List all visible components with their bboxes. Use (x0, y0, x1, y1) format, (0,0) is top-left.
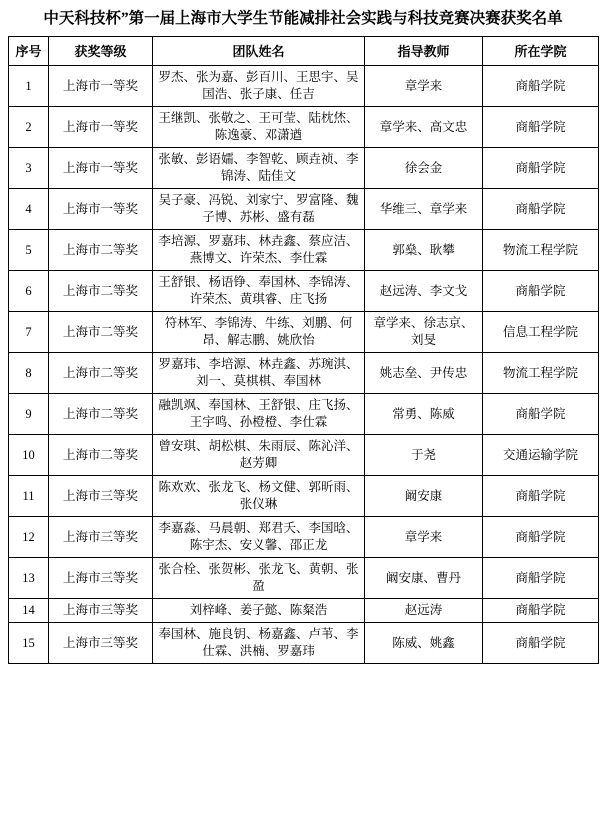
cell-teacher: 章学来 (365, 66, 483, 107)
page-title: 中天科技杯”第一届上海市大学生节能减排社会实践与科技竞赛决赛获奖名单 (43, 10, 563, 27)
cell-level: 上海市三等奖 (49, 517, 153, 558)
table-row (9, 66, 599, 107)
column-header-teacher: 指导教师 (365, 37, 483, 66)
cell-level: 上海市二等奖 (49, 435, 153, 476)
cell-college: 商船学院 (483, 476, 599, 517)
table-row (9, 107, 599, 148)
cell-index: 1 (9, 66, 49, 107)
cell-college: 商船学院 (483, 394, 599, 435)
cell-team: 奉国林、施良钥、杨嘉鑫、卢苇、李仕霖、洪楠、罗嘉玮 (153, 623, 365, 664)
cell-index: 8 (9, 353, 49, 394)
cell-index: 12 (9, 517, 49, 558)
cell-index: 15 (9, 623, 49, 664)
cell-college: 商船学院 (483, 271, 599, 312)
table-row (9, 435, 599, 476)
cell-team: 王继凯、张敬之、王可莹、陆枕烋、陈逸豪、邓潇遒 (153, 107, 365, 148)
cell-index: 7 (9, 312, 49, 353)
cell-index: 2 (9, 107, 49, 148)
cell-team: 陈欢欢、张龙飞、杨文健、郭昕雨、张仪琳 (153, 476, 365, 517)
cell-college: 信息工程学院 (483, 312, 599, 353)
cell-college: 商船学院 (483, 623, 599, 664)
cell-team: 罗杰、张为嘉、彭百川、王思宇、吴国浩、张子康、任吉 (153, 66, 365, 107)
cell-teacher: 陈威、姚鑫 (365, 623, 483, 664)
cell-teacher: 姚志垒、尹传忠 (365, 353, 483, 394)
cell-index: 11 (9, 476, 49, 517)
table-header-row (9, 37, 599, 66)
cell-index: 3 (9, 148, 49, 189)
cell-level: 上海市二等奖 (49, 271, 153, 312)
table-row (9, 230, 599, 271)
cell-index: 13 (9, 558, 49, 599)
cell-teacher: 章学来 (365, 517, 483, 558)
cell-level: 上海市二等奖 (49, 312, 153, 353)
column-header-team: 团队姓名 (153, 37, 365, 66)
award-list-table (8, 36, 599, 664)
cell-level: 上海市三等奖 (49, 623, 153, 664)
cell-college: 商船学院 (483, 189, 599, 230)
cell-team: 符林军、李锦涛、牛练、刘鹏、何昂、解志鹏、姚欣怡 (153, 312, 365, 353)
cell-level: 上海市一等奖 (49, 107, 153, 148)
cell-level: 上海市一等奖 (49, 66, 153, 107)
cell-level: 上海市三等奖 (49, 558, 153, 599)
table-row (9, 189, 599, 230)
cell-level: 上海市三等奖 (49, 599, 153, 623)
table-row (9, 558, 599, 599)
cell-college: 商船学院 (483, 517, 599, 558)
cell-team: 曾安琪、胡松棋、朱雨辰、陈沁洋、赵芳卿 (153, 435, 365, 476)
table-row (9, 623, 599, 664)
cell-team: 张合栓、张贺彬、张龙飞、黄朝、张盈 (153, 558, 365, 599)
cell-teacher: 阚安康、曹丹 (365, 558, 483, 599)
cell-college: 商船学院 (483, 599, 599, 623)
cell-level: 上海市三等奖 (49, 476, 153, 517)
cell-teacher: 徐会金 (365, 148, 483, 189)
cell-teacher: 赵远涛 (365, 599, 483, 623)
cell-teacher: 华维三、章学来 (365, 189, 483, 230)
cell-team: 吴子豪、冯锐、刘家宁、罗富隆、魏子博、苏彬、盛有磊 (153, 189, 365, 230)
cell-teacher: 于尧 (365, 435, 483, 476)
cell-index: 5 (9, 230, 49, 271)
cell-teacher: 赵远涛、李文戈 (365, 271, 483, 312)
cell-college: 商船学院 (483, 66, 599, 107)
cell-level: 上海市一等奖 (49, 189, 153, 230)
cell-team: 融凯飒、奉国林、王舒银、庄飞扬、王宇鸣、孙橙橙、李仕霖 (153, 394, 365, 435)
table-body (9, 66, 599, 664)
cell-team: 张敏、彭语嬬、李智乾、顾垚祯、李锦涛、陆佳文 (153, 148, 365, 189)
cell-teacher: 常勇、陈威 (365, 394, 483, 435)
cell-teacher: 阚安康 (365, 476, 483, 517)
table-row (9, 394, 599, 435)
cell-teacher: 章学来、徐志京、刘旻 (365, 312, 483, 353)
cell-team: 李嘉淼、马晨朝、郑君夭、李国晗、陈宇杰、安义馨、邵正龙 (153, 517, 365, 558)
cell-level: 上海市二等奖 (49, 230, 153, 271)
cell-college: 商船学院 (483, 558, 599, 599)
column-header-college: 所在学院 (483, 37, 599, 66)
cell-index: 14 (9, 599, 49, 623)
table-row (9, 271, 599, 312)
cell-team: 罗嘉玮、李培源、林垚鑫、苏琬淇、刘一、莫棋棋、奉国林 (153, 353, 365, 394)
column-header-index: 序号 (9, 37, 49, 66)
table-row (9, 599, 599, 623)
cell-college: 交通运输学院 (483, 435, 599, 476)
column-header-level: 获奖等级 (49, 37, 153, 66)
cell-level: 上海市一等奖 (49, 148, 153, 189)
cell-college: 商船学院 (483, 107, 599, 148)
cell-index: 6 (9, 271, 49, 312)
cell-teacher: 郭燊、耿攀 (365, 230, 483, 271)
cell-level: 上海市二等奖 (49, 394, 153, 435)
cell-team: 刘梓峰、姜子懿、陈粲浩 (153, 599, 365, 623)
table-row (9, 148, 599, 189)
table-row (9, 312, 599, 353)
cell-college: 商船学院 (483, 148, 599, 189)
table-row (9, 353, 599, 394)
cell-level: 上海市二等奖 (49, 353, 153, 394)
cell-college: 物流工程学院 (483, 353, 599, 394)
cell-index: 9 (9, 394, 49, 435)
cell-index: 10 (9, 435, 49, 476)
cell-teacher: 章学来、高文忠 (365, 107, 483, 148)
cell-team: 李培源、罗嘉玮、林垚鑫、蔡应洁、燕博文、许荣杰、李仕霖 (153, 230, 365, 271)
cell-college: 物流工程学院 (483, 230, 599, 271)
cell-team: 王舒银、杨语铮、奉国林、李锦涛、许荣杰、黄琪睿、庄飞扬 (153, 271, 365, 312)
table-row (9, 476, 599, 517)
cell-index: 4 (9, 189, 49, 230)
table-row (9, 517, 599, 558)
